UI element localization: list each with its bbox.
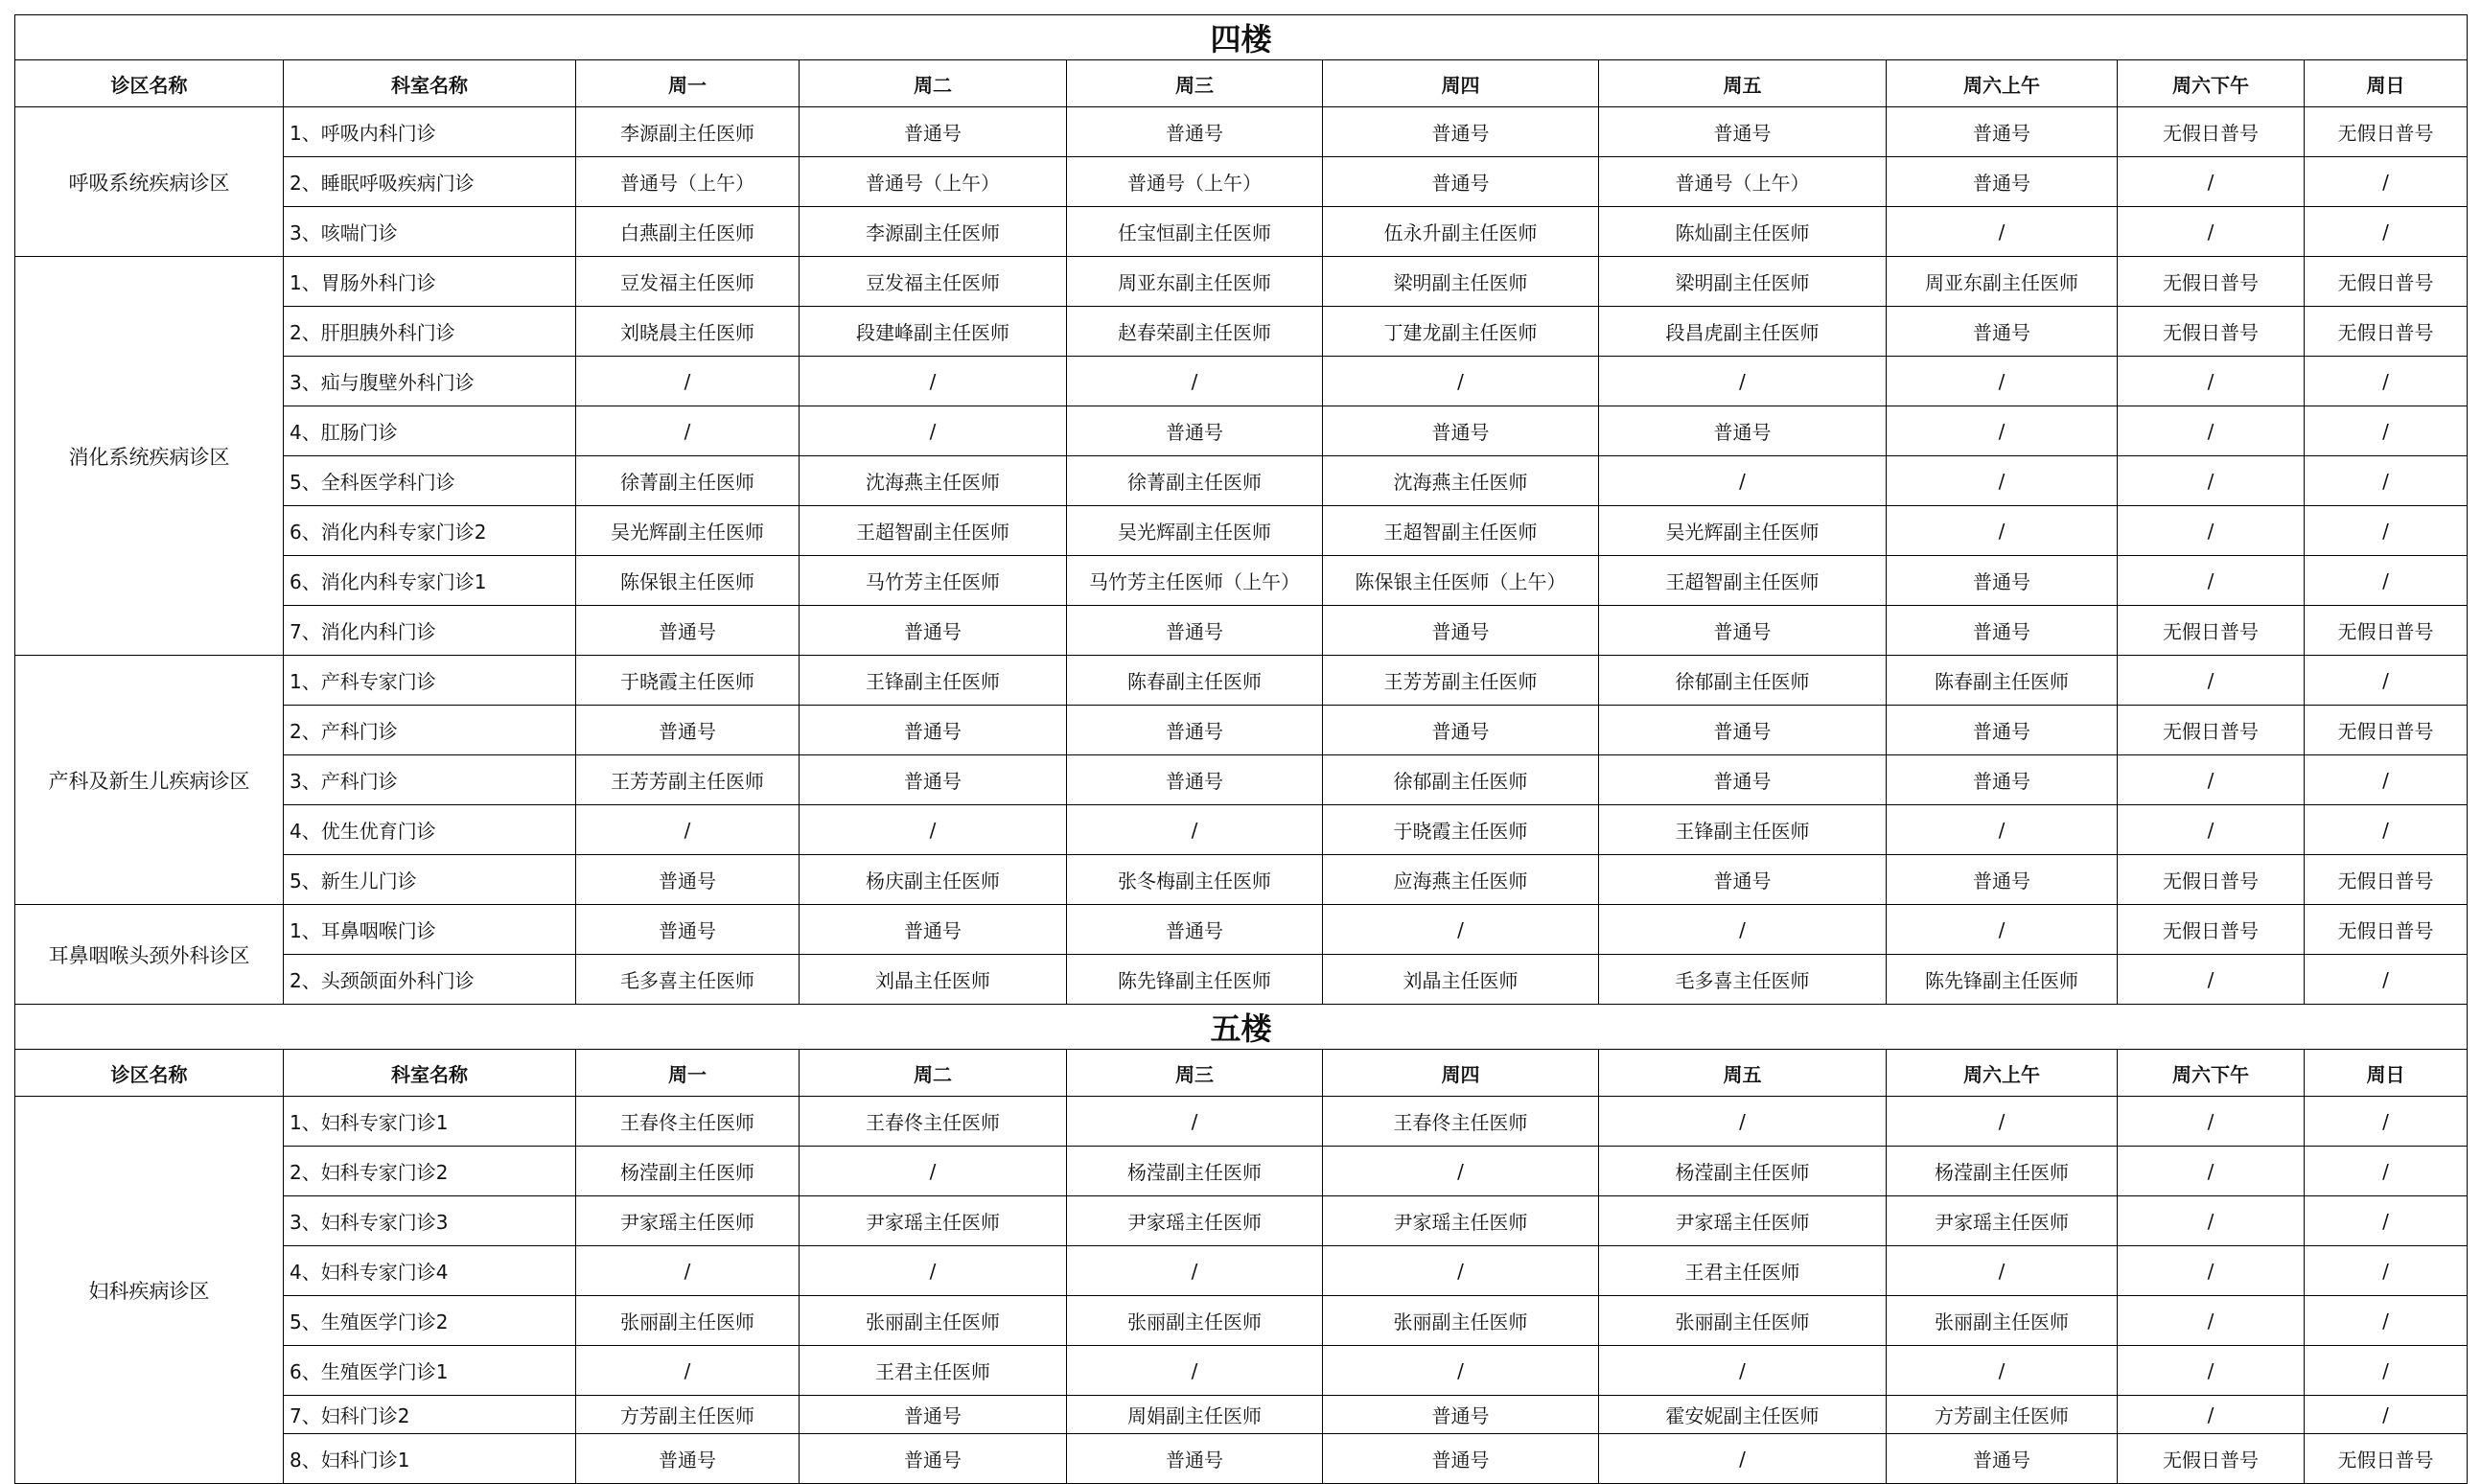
- schedule-cell: 于晓霞主任医师: [576, 656, 800, 706]
- schedule-cell: 王春佟主任医师: [800, 1097, 1067, 1147]
- schedule-cell: 白燕副主任医师: [576, 207, 800, 257]
- schedule-cell: 张冬梅副主任医师: [1067, 855, 1323, 905]
- schedule-cell: 普通号: [1599, 107, 1887, 157]
- schedule-cell: /: [2118, 456, 2305, 506]
- schedule-cell: /: [800, 406, 1067, 456]
- column-header: 周一: [576, 60, 800, 107]
- schedule-cell: 张丽副主任医师: [1323, 1296, 1599, 1346]
- schedule-cell: 尹家瑶主任医师: [1887, 1196, 2118, 1246]
- schedule-cell: 普通号: [1887, 157, 2118, 207]
- schedule-cell: /: [2118, 1346, 2305, 1396]
- department-cell: 3、疝与腹壁外科门诊: [284, 357, 576, 406]
- schedule-cell: /: [1887, 357, 2118, 406]
- schedule-cell: /: [1323, 1246, 1599, 1296]
- schedule-cell: /: [2118, 506, 2305, 556]
- zone-name-cell: 产科及新生儿疾病诊区: [15, 656, 284, 905]
- schedule-cell: /: [800, 1246, 1067, 1296]
- column-header: 科室名称: [284, 1050, 576, 1097]
- department-cell: 3、咳喘门诊: [284, 207, 576, 257]
- schedule-cell: 陈春副主任医师: [1887, 656, 2118, 706]
- schedule-cell: /: [2305, 406, 2468, 456]
- schedule-cell: 王春佟主任医师: [576, 1097, 800, 1147]
- schedule-cell: /: [2118, 1196, 2305, 1246]
- schedule-cell: 普通号: [1067, 406, 1323, 456]
- department-cell: 2、睡眠呼吸疾病门诊: [284, 157, 576, 207]
- department-cell: 6、消化内科专家门诊2: [284, 506, 576, 556]
- schedule-cell: 普通号: [800, 1434, 1067, 1484]
- department-cell: 1、耳鼻咽喉门诊: [284, 905, 576, 955]
- zone-name-cell: 妇科疾病诊区: [15, 1097, 284, 1484]
- schedule-cell: 无假日普号: [2305, 107, 2468, 157]
- schedule-cell: 于晓霞主任医师: [1323, 805, 1599, 855]
- department-cell: 6、生殖医学门诊1: [284, 1346, 576, 1396]
- schedule-cell: /: [1067, 1346, 1323, 1396]
- table-row: [15, 1434, 2468, 1484]
- schedule-table: [14, 14, 2468, 1484]
- schedule-cell: 王超智副主任医师: [800, 506, 1067, 556]
- schedule-cell: 普通号: [1067, 606, 1323, 656]
- schedule-cell: /: [1323, 1346, 1599, 1396]
- schedule-cell: /: [1323, 357, 1599, 406]
- schedule-cell: 刘晓晨主任医师: [576, 307, 800, 357]
- schedule-cell: /: [1887, 406, 2118, 456]
- column-header: 周五: [1599, 60, 1887, 107]
- schedule-cell: /: [1067, 1246, 1323, 1296]
- schedule-cell: /: [2305, 955, 2468, 1005]
- schedule-cell: 吴光辉副主任医师: [1599, 506, 1887, 556]
- schedule-cell: 普通号: [1887, 606, 2118, 656]
- schedule-cell: 陈灿副主任医师: [1599, 207, 1887, 257]
- schedule-cell: 普通号: [1323, 706, 1599, 755]
- schedule-cell: 普通号: [1067, 905, 1323, 955]
- schedule-cell: 普通号: [1887, 755, 2118, 805]
- schedule-cell: 无假日普号: [2305, 1434, 2468, 1484]
- department-cell: 7、消化内科门诊: [284, 606, 576, 656]
- schedule-cell: /: [1599, 357, 1887, 406]
- schedule-cell: 陈先锋副主任医师: [1887, 955, 2118, 1005]
- schedule-cell: 刘晶主任医师: [800, 955, 1067, 1005]
- table-row: [15, 1396, 2468, 1434]
- table-row: [15, 656, 2468, 706]
- schedule-cell: 毛多喜主任医师: [1599, 955, 1887, 1005]
- schedule-cell: 普通号: [800, 1396, 1067, 1434]
- table-row: [15, 1147, 2468, 1196]
- schedule-cell: 普通号: [1599, 855, 1887, 905]
- schedule-cell: 徐菁副主任医师: [576, 456, 800, 506]
- schedule-cell: 王超智副主任医师: [1599, 556, 1887, 606]
- table-row: [15, 506, 2468, 556]
- schedule-cell: 普通号: [1323, 1434, 1599, 1484]
- schedule-cell: /: [1887, 456, 2118, 506]
- schedule-cell: 普通号: [1323, 157, 1599, 207]
- schedule-cell: 无假日普号: [2305, 905, 2468, 955]
- table-row: [15, 905, 2468, 955]
- schedule-cell: 徐菁副主任医师: [1067, 456, 1323, 506]
- table-row: [15, 706, 2468, 755]
- department-cell: 1、产科专家门诊: [284, 656, 576, 706]
- department-cell: 2、肝胆胰外科门诊: [284, 307, 576, 357]
- department-cell: 4、优生优育门诊: [284, 805, 576, 855]
- schedule-cell: 王春佟主任医师: [1323, 1097, 1599, 1147]
- schedule-cell: 普通号: [1067, 755, 1323, 805]
- schedule-cell: 无假日普号: [2118, 257, 2305, 307]
- schedule-cell: 方芳副主任医师: [576, 1396, 800, 1434]
- column-header: 周一: [576, 1050, 800, 1097]
- schedule-cell: /: [2305, 805, 2468, 855]
- schedule-cell: /: [800, 1147, 1067, 1196]
- schedule-cell: 杨滢副主任医师: [1599, 1147, 1887, 1196]
- column-header: 周六上午: [1887, 60, 2118, 107]
- table-row: [15, 357, 2468, 406]
- department-cell: 7、妇科门诊2: [284, 1396, 576, 1434]
- department-cell: 8、妇科门诊1: [284, 1434, 576, 1484]
- schedule-cell: 无假日普号: [2118, 307, 2305, 357]
- column-header: 周五: [1599, 1050, 1887, 1097]
- schedule-cell: 无假日普号: [2118, 1434, 2305, 1484]
- schedule-cell: 任宝恒副主任医师: [1067, 207, 1323, 257]
- table-row: [15, 456, 2468, 506]
- schedule-cell: 周娟副主任医师: [1067, 1396, 1323, 1434]
- schedule-cell: 李源副主任医师: [800, 207, 1067, 257]
- schedule-cell: 普通号: [1323, 1396, 1599, 1434]
- table-row: [15, 755, 2468, 805]
- schedule-cell: /: [2118, 1147, 2305, 1196]
- schedule-cell: /: [2118, 656, 2305, 706]
- schedule-cell: 张丽副主任医师: [576, 1296, 800, 1346]
- schedule-cell: /: [2118, 755, 2305, 805]
- schedule-cell: /: [1599, 1346, 1887, 1396]
- schedule-cell: 普通号（上午）: [800, 157, 1067, 207]
- schedule-cell: 尹家瑶主任医师: [1323, 1196, 1599, 1246]
- schedule-cell: 徐郁副主任医师: [1599, 656, 1887, 706]
- schedule-cell: 梁明副主任医师: [1599, 257, 1887, 307]
- schedule-cell: 普通号: [800, 755, 1067, 805]
- schedule-cell: /: [1599, 456, 1887, 506]
- department-cell: 3、妇科专家门诊3: [284, 1196, 576, 1246]
- schedule-cell: /: [1067, 805, 1323, 855]
- schedule-cell: /: [1323, 1147, 1599, 1196]
- schedule-cell: 普通号: [576, 706, 800, 755]
- schedule-cell: /: [2118, 1296, 2305, 1346]
- schedule-cell: 普通号: [800, 706, 1067, 755]
- floor-title: 五楼: [15, 1005, 2468, 1050]
- department-cell: 2、产科门诊: [284, 706, 576, 755]
- schedule-cell: 吴光辉副主任医师: [576, 506, 800, 556]
- schedule-cell: /: [1887, 805, 2118, 855]
- schedule-cell: 张丽副主任医师: [1599, 1296, 1887, 1346]
- schedule-cell: 王芳芳副主任医师: [576, 755, 800, 805]
- schedule-cell: /: [1887, 905, 2118, 955]
- schedule-cell: /: [2305, 1196, 2468, 1246]
- schedule-cell: /: [2118, 157, 2305, 207]
- schedule-cell: 杨滢副主任医师: [1887, 1147, 2118, 1196]
- schedule-cell: 普通号: [576, 606, 800, 656]
- column-header: 周二: [800, 1050, 1067, 1097]
- column-header: 周日: [2305, 60, 2468, 107]
- column-header: 周四: [1323, 1050, 1599, 1097]
- schedule-cell: /: [1067, 357, 1323, 406]
- schedule-cell: /: [2305, 1097, 2468, 1147]
- schedule-cell: /: [1599, 1097, 1887, 1147]
- schedule-cell: 尹家瑶主任医师: [576, 1196, 800, 1246]
- schedule-cell: 沈海燕主任医师: [1323, 456, 1599, 506]
- schedule-cell: /: [576, 1246, 800, 1296]
- table-row: [15, 955, 2468, 1005]
- column-header: 诊区名称: [15, 60, 284, 107]
- column-header: 诊区名称: [15, 1050, 284, 1097]
- table-row: [15, 406, 2468, 456]
- schedule-sheet: [14, 14, 2467, 1484]
- schedule-cell: 普通号: [1323, 107, 1599, 157]
- schedule-cell: /: [1887, 1246, 2118, 1296]
- schedule-cell: /: [2305, 556, 2468, 606]
- schedule-cell: 应海燕主任医师: [1323, 855, 1599, 905]
- schedule-cell: /: [1887, 506, 2118, 556]
- schedule-cell: /: [2118, 955, 2305, 1005]
- schedule-cell: /: [576, 1346, 800, 1396]
- schedule-cell: 吴光辉副主任医师: [1067, 506, 1323, 556]
- schedule-cell: 无假日普号: [2305, 606, 2468, 656]
- table-row: [15, 855, 2468, 905]
- schedule-cell: 普通号: [576, 905, 800, 955]
- schedule-cell: 王君主任医师: [800, 1346, 1067, 1396]
- schedule-cell: 豆发福主任医师: [576, 257, 800, 307]
- schedule-cell: 张丽副主任医师: [1067, 1296, 1323, 1346]
- schedule-cell: /: [2305, 1246, 2468, 1296]
- schedule-cell: /: [2118, 406, 2305, 456]
- schedule-cell: /: [2118, 207, 2305, 257]
- floor-title: 四楼: [15, 15, 2468, 60]
- schedule-cell: /: [2305, 656, 2468, 706]
- schedule-cell: 尹家瑶主任医师: [1067, 1196, 1323, 1246]
- table-row: [15, 805, 2468, 855]
- schedule-cell: 陈保银主任医师（上午）: [1323, 556, 1599, 606]
- schedule-cell: /: [576, 406, 800, 456]
- schedule-cell: 无假日普号: [2118, 606, 2305, 656]
- schedule-cell: 张丽副主任医师: [800, 1296, 1067, 1346]
- schedule-cell: 普通号: [800, 606, 1067, 656]
- schedule-cell: 普通号: [1887, 855, 2118, 905]
- schedule-cell: 普通号（上午）: [1599, 157, 1887, 207]
- schedule-cell: 张丽副主任医师: [1887, 1296, 2118, 1346]
- table-row: [15, 1296, 2468, 1346]
- column-header: 周日: [2305, 1050, 2468, 1097]
- schedule-cell: 尹家瑶主任医师: [1599, 1196, 1887, 1246]
- schedule-cell: 沈海燕主任医师: [800, 456, 1067, 506]
- schedule-cell: 无假日普号: [2305, 307, 2468, 357]
- schedule-cell: 尹家瑶主任医师: [800, 1196, 1067, 1246]
- table-row: [15, 1097, 2468, 1147]
- schedule-cell: 丁建龙副主任医师: [1323, 307, 1599, 357]
- schedule-cell: /: [1887, 1097, 2118, 1147]
- table-row: [15, 107, 2468, 157]
- department-cell: 4、妇科专家门诊4: [284, 1246, 576, 1296]
- schedule-cell: /: [2305, 755, 2468, 805]
- schedule-cell: 普通号: [1323, 606, 1599, 656]
- table-row: [15, 606, 2468, 656]
- department-cell: 2、头颈颌面外科门诊: [284, 955, 576, 1005]
- schedule-cell: /: [2305, 207, 2468, 257]
- schedule-cell: 周亚东副主任医师: [1067, 257, 1323, 307]
- schedule-cell: /: [2305, 1396, 2468, 1434]
- schedule-cell: /: [1887, 1346, 2118, 1396]
- column-header: 周六上午: [1887, 1050, 2118, 1097]
- schedule-cell: 周亚东副主任医师: [1887, 257, 2118, 307]
- schedule-cell: /: [2305, 1147, 2468, 1196]
- schedule-cell: 普通号: [1067, 1434, 1323, 1484]
- schedule-cell: 普通号: [576, 855, 800, 905]
- schedule-cell: /: [2305, 157, 2468, 207]
- schedule-cell: 王芳芳副主任医师: [1323, 656, 1599, 706]
- schedule-cell: 段建峰副主任医师: [800, 307, 1067, 357]
- schedule-cell: /: [800, 357, 1067, 406]
- column-header: 科室名称: [284, 60, 576, 107]
- schedule-cell: 普通号: [1323, 406, 1599, 456]
- schedule-cell: /: [1323, 905, 1599, 955]
- column-header: 周六下午: [2118, 60, 2305, 107]
- schedule-cell: /: [2305, 357, 2468, 406]
- table-row: [15, 207, 2468, 257]
- schedule-cell: /: [1599, 1434, 1887, 1484]
- schedule-cell: 毛多喜主任医师: [576, 955, 800, 1005]
- schedule-cell: 陈保银主任医师: [576, 556, 800, 606]
- schedule-cell: 马竹芳主任医师（上午）: [1067, 556, 1323, 606]
- schedule-cell: /: [2118, 357, 2305, 406]
- schedule-cell: 普通号: [1599, 406, 1887, 456]
- schedule-cell: 梁明副主任医师: [1323, 257, 1599, 307]
- department-cell: 1、呼吸内科门诊: [284, 107, 576, 157]
- department-cell: 5、全科医学科门诊: [284, 456, 576, 506]
- schedule-cell: 普通号: [1599, 755, 1887, 805]
- schedule-cell: 王锋副主任医师: [1599, 805, 1887, 855]
- schedule-cell: 普通号: [1887, 556, 2118, 606]
- department-cell: 4、肛肠门诊: [284, 406, 576, 456]
- schedule-cell: 李源副主任医师: [576, 107, 800, 157]
- schedule-cell: 王君主任医师: [1599, 1246, 1887, 1296]
- department-cell: 1、胃肠外科门诊: [284, 257, 576, 307]
- schedule-cell: 陈春副主任医师: [1067, 656, 1323, 706]
- schedule-cell: /: [2305, 1296, 2468, 1346]
- column-header: 周四: [1323, 60, 1599, 107]
- schedule-cell: 杨滢副主任医师: [1067, 1147, 1323, 1196]
- schedule-cell: /: [2305, 1346, 2468, 1396]
- table-row: [15, 257, 2468, 307]
- schedule-cell: /: [1599, 905, 1887, 955]
- header-row: [15, 60, 2468, 107]
- schedule-cell: 豆发福主任医师: [800, 257, 1067, 307]
- schedule-cell: 段昌虎副主任医师: [1599, 307, 1887, 357]
- schedule-cell: 无假日普号: [2305, 706, 2468, 755]
- department-cell: 5、生殖医学门诊2: [284, 1296, 576, 1346]
- table-row: [15, 556, 2468, 606]
- schedule-cell: 普通号: [1887, 1434, 2118, 1484]
- schedule-cell: 无假日普号: [2305, 257, 2468, 307]
- schedule-cell: 霍安妮副主任医师: [1599, 1396, 1887, 1434]
- schedule-cell: 无假日普号: [2118, 905, 2305, 955]
- schedule-cell: 普通号（上午）: [1067, 157, 1323, 207]
- table-row: [15, 307, 2468, 357]
- schedule-cell: 赵春荣副主任医师: [1067, 307, 1323, 357]
- schedule-cell: /: [2118, 556, 2305, 606]
- schedule-cell: /: [2118, 1246, 2305, 1296]
- table-row: [15, 157, 2468, 207]
- zone-name-cell: 耳鼻咽喉头颈外科诊区: [15, 905, 284, 1005]
- schedule-cell: /: [2118, 805, 2305, 855]
- schedule-cell: 普通号: [1887, 107, 2118, 157]
- schedule-cell: 普通号: [800, 905, 1067, 955]
- schedule-cell: 徐郁副主任医师: [1323, 755, 1599, 805]
- schedule-cell: 普通号: [1887, 706, 2118, 755]
- schedule-cell: /: [800, 805, 1067, 855]
- zone-name-cell: 呼吸系统疾病诊区: [15, 107, 284, 257]
- schedule-cell: 普通号: [800, 107, 1067, 157]
- schedule-cell: 陈先锋副主任医师: [1067, 955, 1323, 1005]
- schedule-cell: 普通号: [1067, 706, 1323, 755]
- schedule-cell: 普通号: [1067, 107, 1323, 157]
- header-row: [15, 1050, 2468, 1097]
- schedule-cell: 普通号: [576, 1434, 800, 1484]
- schedule-cell: 无假日普号: [2118, 107, 2305, 157]
- schedule-cell: 杨庆副主任医师: [800, 855, 1067, 905]
- schedule-cell: /: [1887, 207, 2118, 257]
- column-header: 周三: [1067, 60, 1323, 107]
- department-cell: 3、产科门诊: [284, 755, 576, 805]
- schedule-cell: 普通号（上午）: [576, 157, 800, 207]
- schedule-cell: /: [2305, 456, 2468, 506]
- schedule-cell: /: [576, 805, 800, 855]
- schedule-cell: 王锋副主任医师: [800, 656, 1067, 706]
- schedule-cell: 普通号: [1887, 307, 2118, 357]
- schedule-cell: 伍永升副主任医师: [1323, 207, 1599, 257]
- zone-name-cell: 消化系统疾病诊区: [15, 257, 284, 656]
- table-row: [15, 1196, 2468, 1246]
- department-cell: 2、妇科专家门诊2: [284, 1147, 576, 1196]
- schedule-cell: 方芳副主任医师: [1887, 1396, 2118, 1434]
- floor-title-row: [15, 1005, 2468, 1050]
- department-cell: 5、新生儿门诊: [284, 855, 576, 905]
- schedule-cell: 无假日普号: [2118, 706, 2305, 755]
- schedule-cell: 王超智副主任医师: [1323, 506, 1599, 556]
- schedule-cell: /: [2118, 1097, 2305, 1147]
- column-header: 周二: [800, 60, 1067, 107]
- schedule-cell: /: [576, 357, 800, 406]
- department-cell: 6、消化内科专家门诊1: [284, 556, 576, 606]
- column-header: 周三: [1067, 1050, 1323, 1097]
- table-row: [15, 1346, 2468, 1396]
- schedule-cell: 无假日普号: [2305, 855, 2468, 905]
- column-header: 周六下午: [2118, 1050, 2305, 1097]
- schedule-cell: 杨滢副主任医师: [576, 1147, 800, 1196]
- schedule-cell: 普通号: [1599, 706, 1887, 755]
- table-row: [15, 1246, 2468, 1296]
- schedule-cell: 刘晶主任医师: [1323, 955, 1599, 1005]
- schedule-cell: /: [2305, 506, 2468, 556]
- schedule-cell: /: [1067, 1097, 1323, 1147]
- schedule-cell: /: [2118, 1396, 2305, 1434]
- schedule-cell: 无假日普号: [2118, 855, 2305, 905]
- department-cell: 1、妇科专家门诊1: [284, 1097, 576, 1147]
- schedule-cell: 马竹芳主任医师: [800, 556, 1067, 606]
- floor-title-row: [15, 15, 2468, 60]
- schedule-cell: 普通号: [1599, 606, 1887, 656]
